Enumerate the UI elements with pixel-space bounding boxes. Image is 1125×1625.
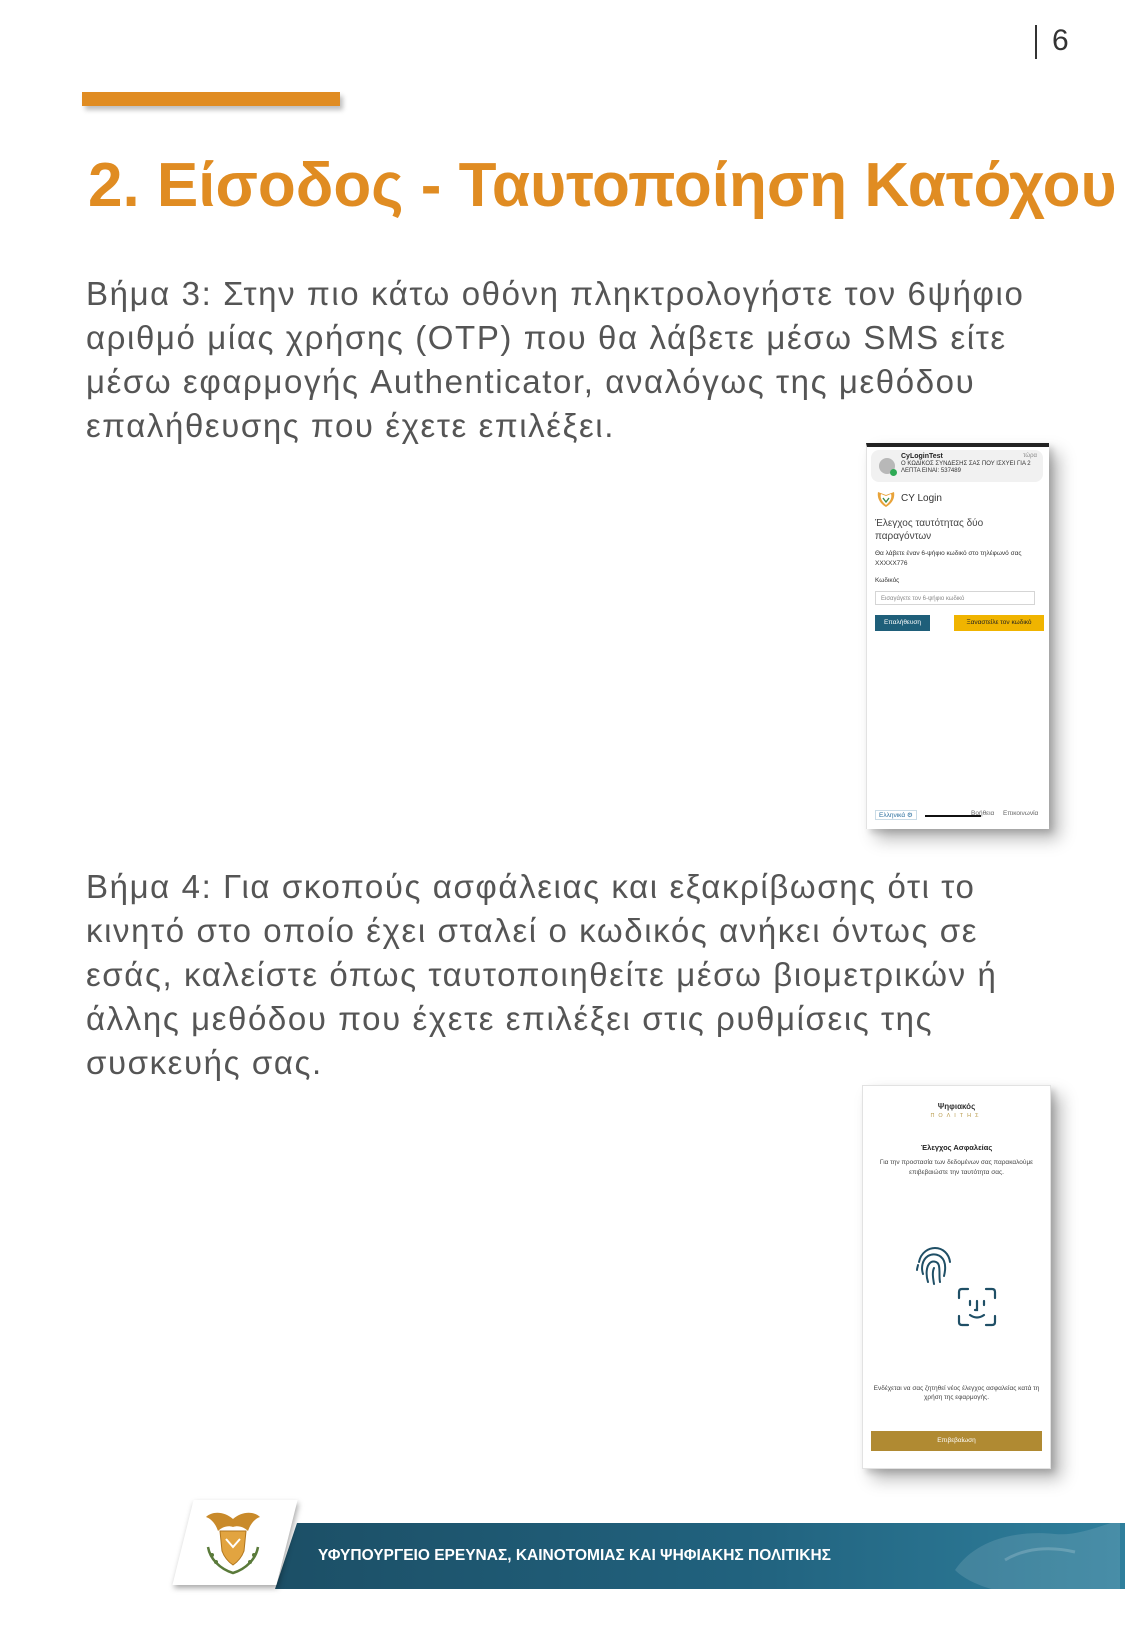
page-number-divider: [1035, 25, 1037, 59]
fingerprint-icon: [913, 1244, 955, 1288]
code-label: Κωδικός: [875, 577, 900, 584]
contact-link[interactable]: Επικοινωνία: [1003, 810, 1039, 817]
language-selector[interactable]: Ελληνικά ⚙: [875, 810, 917, 820]
security-check-text: Για την προστασία των δεδομένων σας παρακαλούμε επιβεβαιώστε την ταυτότητα σας.: [879, 1159, 1034, 1176]
help-link[interactable]: Βοήθεια: [971, 810, 995, 817]
notification-text: Ο ΚΩΔΙΚΟΣ ΣΥΝΔΕΣΗΣ ΣΑΣ ΠΟΥ ΙΣΧΥΕΙ ΓΙΑ 2 ΛΕΠΤΑ ΕΙΝΑΙ: 537489: [901, 461, 1031, 474]
notification-title: CyLoginTest: [901, 453, 943, 460]
ministry-name: ΥΦΥΠΟΥΡΓΕΙΟ ΕΡΕΥΝΑΣ, ΚΑΙΝΟΤΟΜΙΑΣ ΚΑΙ ΨΗΦΙΑΚΗΣ ΠΟΛΙΤΙΚΗΣ: [318, 1547, 831, 1564]
verify-button[interactable]: Επαλήθευση: [875, 615, 930, 631]
step-3-text: Βήμα 3: Στην πιο κάτω οθόνη πληκτρολογήστε τον 6ψήφιο αριθμό μίας χρήσης (OTP) που θα λάβετε μέσω SMS είτε μέσω εφαρμογής Authenticator, αναλόγως της μεθόδου επαλήθευσης που έχετε επιλέξει.: [86, 275, 1025, 444]
sms-notification: [871, 450, 1043, 482]
resend-code-button[interactable]: Ξαναστείλε τον κωδικό: [954, 615, 1044, 631]
otp-info-text: Θα λάβετε έναν 6-ψήφιο κωδικό στο τηλέφωνό σας XXXXX776: [875, 550, 1022, 567]
two-factor-heading: Έλεγχος ταυτότητας δύο παραγόντων: [875, 518, 984, 542]
digital-citizen-subtitle: ΠΟΛΙΤΗΣ: [930, 1113, 983, 1119]
face-id-icon: [956, 1286, 998, 1328]
otp-screen-screenshot: [866, 443, 1049, 829]
otp-code-input[interactable]: Εισαγάγετε τον 6-ψήφιο κωδικό: [875, 591, 1035, 605]
title-accent-bar: [82, 92, 340, 106]
step-4-text: Βήμα 4: Για σκοπούς ασφάλειας και εξακρίβωσης ότι το κινητό στο οποίο έχει σταλεί ο κωδικός ανήκει όντως σε εσάς, καλείστε όπως ταυτοποιηθείτε μέσω βιομετρικών ή άλλης μεθόδου που έχετε επιλέξει στις ρυθμίσεις της συσκευής σας.: [86, 868, 998, 1081]
security-note: Ενδέχεται να σας ζητηθεί νέος έλεγχος ασφαλείας κατά τη χρήση της εφαρμογής.: [873, 1385, 1040, 1401]
security-check-heading: Έλεγχος Ασφαλείας: [920, 1143, 993, 1152]
confirm-button[interactable]: Επιβεβαίωση: [871, 1431, 1042, 1451]
notification-time: τώρα: [1023, 453, 1037, 459]
biometric-screen-screenshot: [862, 1085, 1051, 1469]
cy-login-logo-icon: [875, 489, 897, 509]
page-number: 6: [1052, 24, 1069, 57]
contact-avatar-icon: [879, 458, 895, 474]
cy-login-brand: CY Login: [901, 493, 942, 504]
page-title: 2. Είσοδος - Ταυτοποίηση Κατόχου: [88, 151, 1117, 220]
digital-citizen-brand: Ψηφιακός: [937, 1102, 976, 1111]
dove-watermark-icon: [935, 1520, 1125, 1590]
cyprus-coat-of-arms-icon: [196, 1507, 270, 1577]
